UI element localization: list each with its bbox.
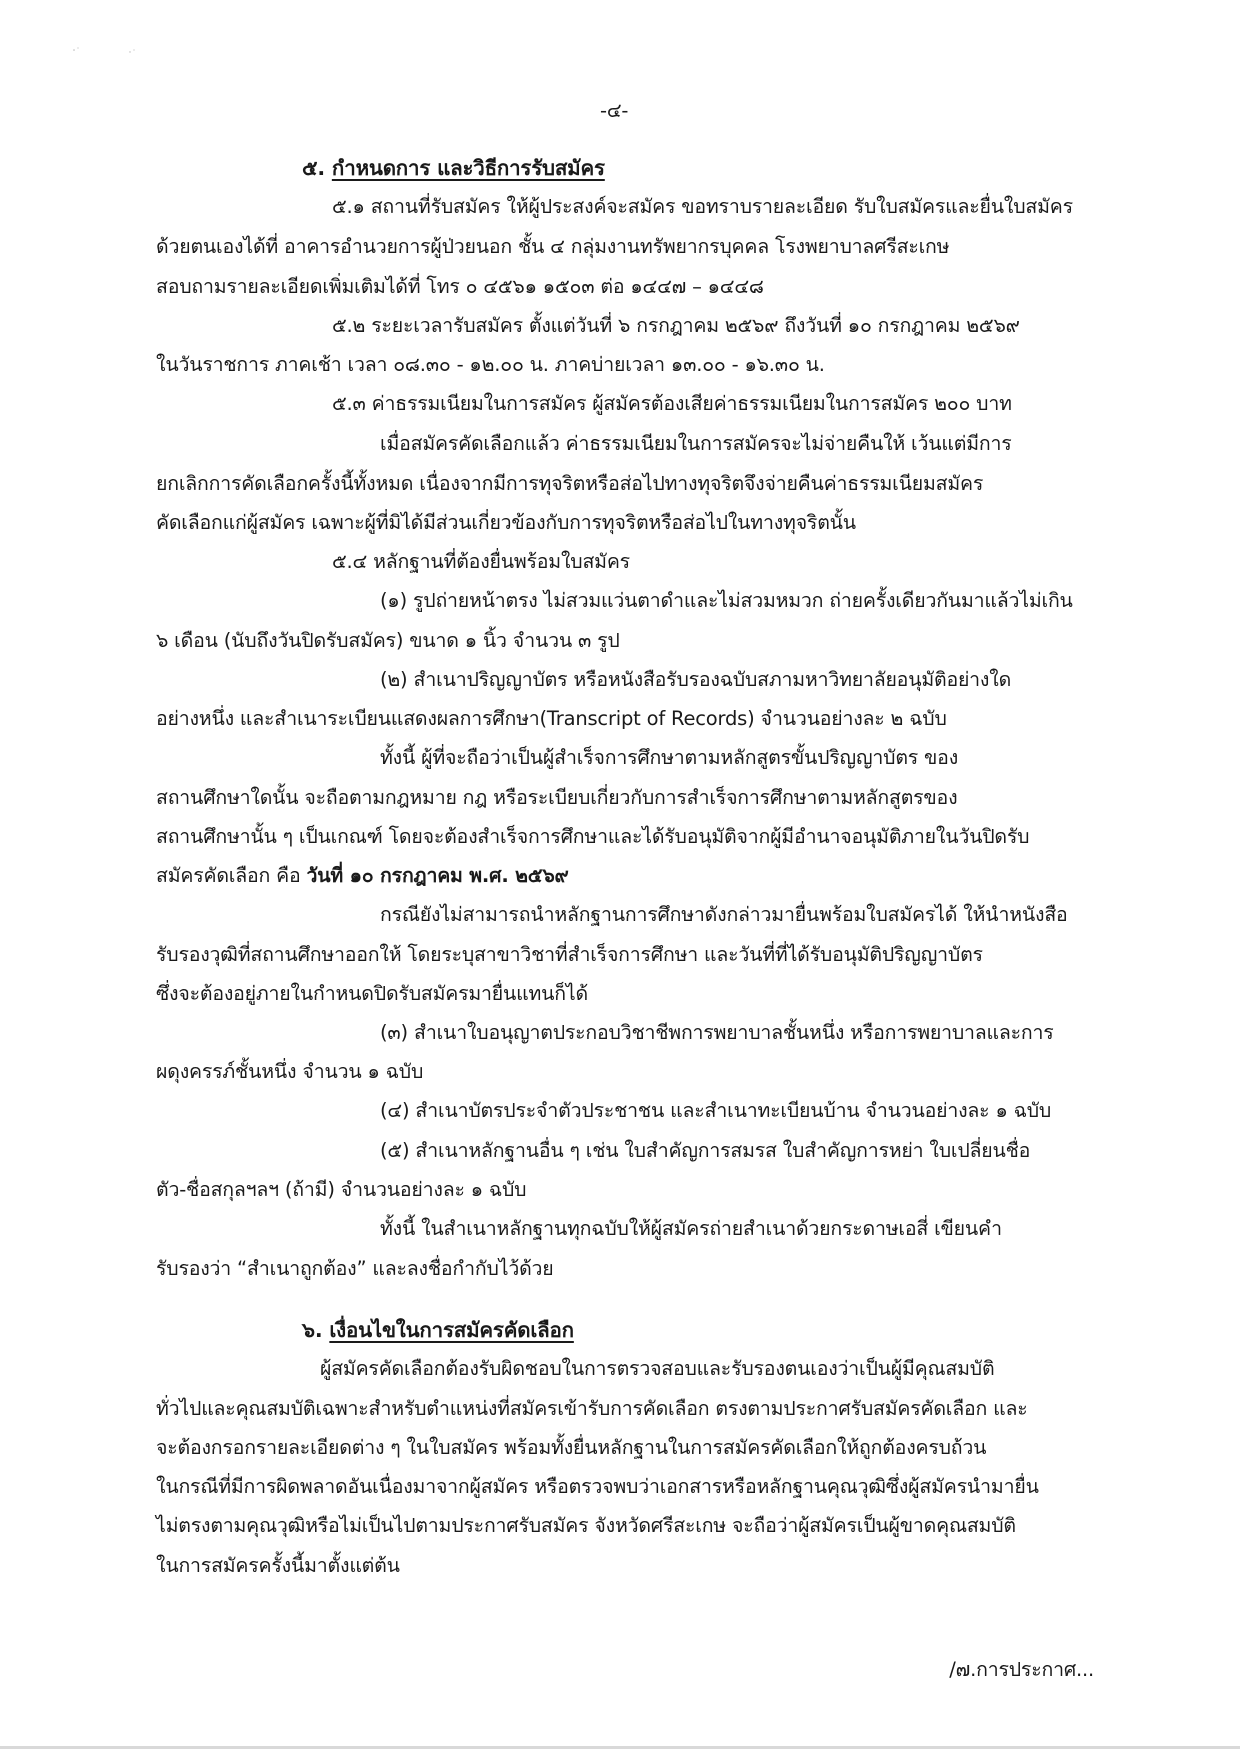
note1-line-3: สถานศึกษานั้น ๆ เป็นเกณฑ์ โดยจะต้องสำเร็จการศึกษาและได้รับอนุมัติจากผู้มีอำนาจอนุมัติภายในวันปิดรับ: [156, 825, 1030, 848]
s52-line-1: ๕.๒ ระยะเวลารับสมัคร ตั้งแต่วันที่ ๖ กรกฎาคม ๒๕๖๙ ถึงวันที่ ๑๐ กรกฎาคม ๒๕๖๙: [332, 314, 1020, 337]
section5-number: ๕.: [302, 156, 325, 180]
note3-line-1: ทั้งนี้ ในสำเนาหลักฐานทุกฉบับให้ผู้สมัครถ่ายสำเนาด้วยกระดาษเอสี่ เขียนคำ: [380, 1217, 1002, 1240]
s51-line-1: ๕.๑ สถานที่รับสมัคร ให้ผู้ประสงค์จะสมัคร ขอทราบรายละเอียด รับใบสมัครและยื่นใบสมัคร: [332, 195, 1073, 218]
note2-line-1: กรณียังไม่สามารถนำหลักฐานการศึกษาดังกล่าวมายื่นพร้อมใบสมัครได้ ให้นำหนังสือ: [380, 903, 1068, 926]
item3-line-1: (๓) สำเนาใบอนุญาตประกอบวิชาชีพการพยาบาลชั้นหนึ่ง หรือการพยาบาลและการ: [380, 1021, 1054, 1044]
s54-title: ๕.๔ หลักฐานที่ต้องยื่นพร้อมใบสมัคร: [332, 550, 630, 573]
section5-title: กำหนดการ และวิธีการรับสมัคร: [331, 156, 605, 180]
section6-title: เงื่อนไขในการสมัครคัดเลือก: [329, 1318, 574, 1342]
s6-line-2: ทั่วไปและคุณสมบัติเฉพาะสำหรับตำแหน่งที่สมัครเข้ารับการคัดเลือก ตรงตามประกาศรับสมัครคัดเลือก และ: [156, 1397, 1028, 1420]
s6-line-1: ผู้สมัครคัดเลือกต้องรับผิดชอบในการตรวจสอบและรับรองตนเองว่าเป็นผู้มีคุณสมบัติ: [320, 1357, 995, 1380]
item1-line-2: ๖ เดือน (นับถึงวันปิดรับสมัคร) ขนาด ๑ นิ้ว จำนวน ๓ รูป: [156, 629, 620, 652]
s6-line-3: จะต้องกรอกรายละเอียดต่าง ๆ ในใบสมัคร พร้อมทั้งยื่นหลักฐานในการสมัครคัดเลือกให้ถูกต้องครบถ้วน: [156, 1436, 987, 1459]
note1-line-2: สถานศึกษาใดนั้น จะถือตามกฎหมาย กฎ หรือระเบียบเกี่ยวกับการสำเร็จการศึกษาตามหลักสูตรของ: [156, 786, 958, 809]
page-number: -๔-: [600, 99, 629, 122]
item1-line-1: (๑) รูปถ่ายหน้าตรง ไม่สวมแว่นตาดำและไม่สวมหมวก ถ่ายครั้งเดียวกันมาแล้วไม่เกิน: [380, 589, 1073, 612]
item2-line-1: (๒) สำเนาปริญญาบัตร หรือหนังสือรับรองฉบับสภามหาวิทยาลัยอนุมัติอย่างใด: [380, 668, 1012, 691]
s6-line-6: ในการสมัครครั้งนี้มาตั้งแต่ต้น: [156, 1554, 400, 1577]
item2-line-2: อย่างหนึ่ง และสำเนาระเบียนแสดงผลการศึกษา(Transcript of Records) จำนวนอย่างละ ๒ ฉบับ: [156, 707, 947, 730]
scan-bottom-edge: [0, 1746, 1240, 1749]
note1-line-4: [156, 861, 569, 891]
note1-last-prefix: สมัครคัดเลือก คือ: [156, 864, 307, 887]
note2-line-2: รับรองวุฒิที่สถานศึกษาออกให้ โดยระบุสาขาวิชาที่สำเร็จการศึกษา และวันที่ที่ได้รับอนุมัติปริญญาบัตร: [156, 943, 983, 966]
s51-line-2: ด้วยตนเองได้ที่ อาคารอำนวยการผู้ป่วยนอก ชั้น ๔ กลุ่มงานทรัพยากรบุคคล โรงพยาบาลศรีสะเกษ: [156, 235, 950, 258]
s53-line-3: ยกเลิกการคัดเลือกครั้งนี้ทั้งหมด เนื่องจากมีการทุจริตหรือส่อไปทางทุจริตจึงจ่ายคืนค่าธรรมเนียมสมัคร: [156, 472, 984, 495]
s53-line-2: เมื่อสมัครคัดเลือกแล้ว ค่าธรรมเนียมในการสมัครจะไม่จ่ายคืนให้ เว้นแต่มีการ: [380, 432, 1012, 455]
s6-line-5: ไม่ตรงตามคุณวุฒิหรือไม่เป็นไปตามประกาศรับสมัคร จังหวัดศรีสะเกษ จะถือว่าผู้สมัครเป็นผู้ขาดคุณสมบัติ: [156, 1514, 1016, 1537]
scan-specks: [70, 40, 150, 60]
note2-line-3: ซึ่งจะต้องอยู่ภายในกำหนดปิดรับสมัครมายื่นแทนก็ได้: [156, 982, 588, 1005]
continuation-note: /๗.การประกาศ...: [949, 1658, 1094, 1681]
closing-date: วันที่ ๑๐ กรกฎาคม พ.ศ. ๒๕๖๙: [306, 864, 569, 887]
s51-line-3: สอบถามรายละเอียดเพิ่มเติมได้ที่ โทร ๐ ๔๕๖๑ ๑๕๐๓ ต่อ ๑๔๔๗ – ๑๔๔๘: [156, 275, 764, 298]
note1-line-1: ทั้งนี้ ผู้ที่จะถือว่าเป็นผู้สำเร็จการศึกษาตามหลักสูตรขั้นปริญญาบัตร ของ: [380, 746, 959, 769]
item4-line-1: (๔) สำเนาบัตรประจำตัวประชาชน และสำเนาทะเบียนบ้าน จำนวนอย่างละ ๑ ฉบับ: [380, 1099, 1052, 1122]
s52-line-2: ในวันราชการ ภาคเช้า เวลา ๐๘.๓๐ - ๑๒.๐๐ น. ภาคบ่ายเวลา ๑๓.๐๐ - ๑๖.๓๐ น.: [156, 353, 825, 376]
item5-line-1: (๕) สำเนาหลักฐานอื่น ๆ เช่น ใบสำคัญการสมรส ใบสำคัญการหย่า ใบเปลี่ยนชื่อ: [380, 1139, 1031, 1162]
section6-number: ๖.: [302, 1318, 323, 1342]
s53-line-1: ๕.๓ ค่าธรรมเนียมในการสมัคร ผู้สมัครต้องเสียค่าธรรมเนียมในการสมัคร ๒๐๐ บาท: [332, 392, 1012, 415]
s6-line-4: ในกรณีที่มีการผิดพลาดอันเนื่องมาจากผู้สมัคร หรือตรวจพบว่าเอกสารหรือหลักฐานคุณวุฒิซึ่งผู้สมัครนำมายื่น: [156, 1475, 1039, 1498]
item5-line-2: ตัว-ชื่อสกุลฯลฯ (ถ้ามี) จำนวนอย่างละ ๑ ฉบับ: [156, 1178, 527, 1201]
note3-line-2: รับรองว่า “สำเนาถูกต้อง” และลงชื่อกำกับไว้ด้วย: [156, 1257, 554, 1280]
section6-heading: [302, 1315, 574, 1345]
s53-line-4: คัดเลือกแก่ผู้สมัคร เฉพาะผู้ที่มิได้มีส่วนเกี่ยวข้องกับการทุจริตหรือส่อไปในทางทุจริตนั้น: [156, 511, 856, 534]
item3-line-2: ผดุงครรภ์ชั้นหนึ่ง จำนวน ๑ ฉบับ: [156, 1060, 424, 1083]
section5-heading: [302, 153, 605, 183]
